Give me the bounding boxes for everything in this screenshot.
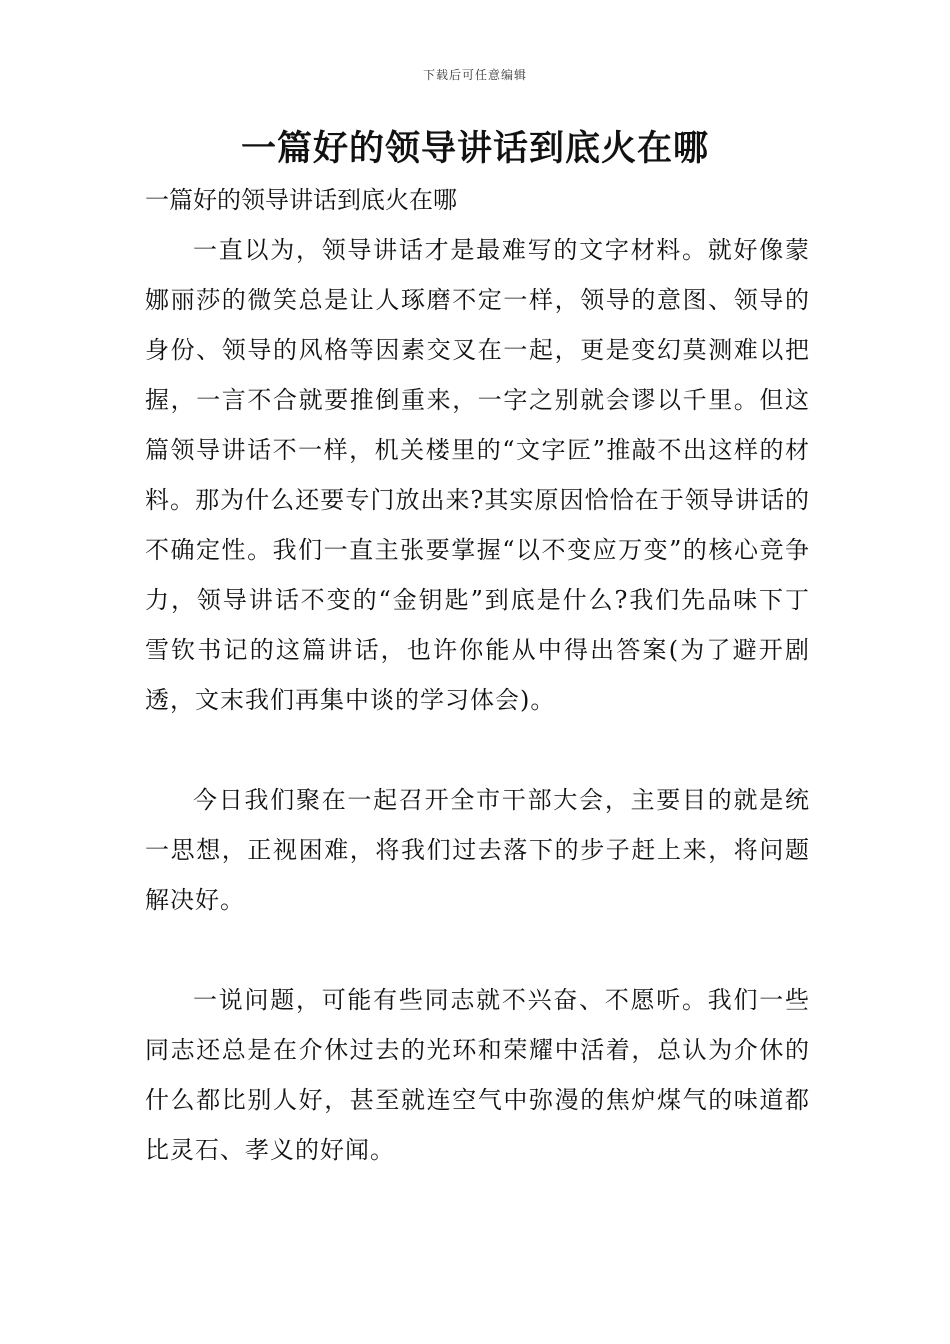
paragraph-spacer: [145, 925, 810, 975]
document-subtitle: 一篇好的领导讲话到底火在哪: [145, 186, 457, 214]
paragraph-spacer: [145, 725, 810, 775]
document-body: [145, 225, 810, 1175]
paragraph-meeting-purpose: 今日我们聚在一起召开全市干部大会，主要目的就是统一思想，正视困难，将我们过去落下的步子赶上来，将问题解决好。: [145, 786, 810, 914]
paragraph-intro: 一直以为，领导讲话才是最难写的文字材料。就好像蒙娜丽莎的微笑总是让人琢磨不定一样，领导的意图、领导的身份、领导的风格等因素交叉在一起，更是变幻莫测难以把握，一言不合就要推倒重来，一字之别就会谬以千里。但这篇领导讲话不一样，机关楼里的“文字匠”推敲不出这样的材料。那为什么还要专门放出来?其实原因恰恰在于领导讲话的不确定性。我们一直主张要掌握“以不变应万变”的核心竞争力，领导讲话不变的“金钥匙”到底是什么?我们先品味下丁雪钦书记的这篇讲话，也许你能从中得出答案(为了避开剧透，文末我们再集中谈的学习体会)。: [145, 236, 810, 714]
page-header-note: 下载后可任意编辑: [422, 68, 527, 82]
paragraph-problems: 一说问题，可能有些同志就不兴奋、不愿听。我们一些同志还总是在介休过去的光环和荣耀中活着，总认为介休的什么都比别人好，甚至就连空气中弥漫的焦炉煤气的味道都比灵石、孝义的好闻。: [145, 986, 810, 1164]
document-title: 一篇好的领导讲话到底火在哪: [240, 129, 709, 169]
